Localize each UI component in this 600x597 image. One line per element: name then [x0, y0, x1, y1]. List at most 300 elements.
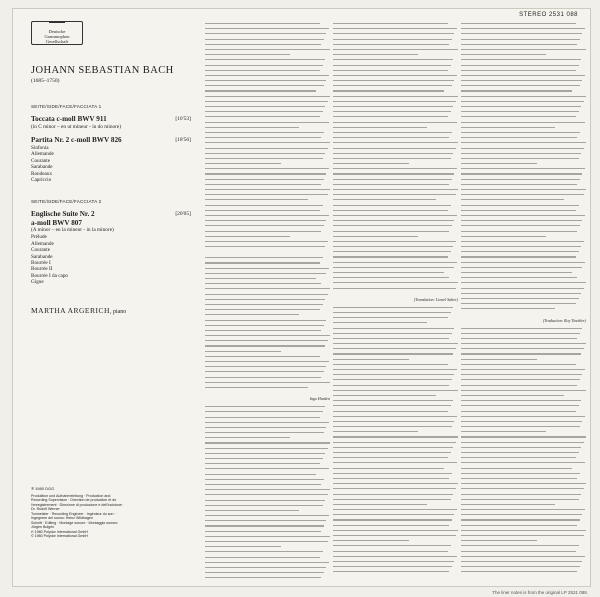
text-line — [333, 525, 449, 526]
text-line — [333, 90, 444, 91]
text-line — [333, 457, 448, 458]
text-line — [333, 288, 456, 289]
text-line — [205, 531, 321, 532]
work-title-2: a-moll BWV 807 — [31, 218, 82, 227]
text-line — [333, 70, 448, 71]
text-line — [205, 345, 325, 346]
translator-signature: Ingo Harden — [309, 396, 330, 402]
text-line — [205, 225, 324, 226]
translator-signature: (Translation: Lionel Salter) — [413, 296, 458, 302]
movement: Bourrée II — [31, 266, 53, 273]
text-line — [461, 385, 577, 386]
text-line — [461, 494, 581, 495]
text-line — [461, 246, 581, 247]
text-line — [461, 400, 581, 401]
text-line — [333, 246, 453, 247]
text-line — [205, 479, 324, 480]
footer-note: The liner notes is from the original LP 2531 088. — [492, 590, 588, 595]
text-line — [205, 546, 281, 547]
text-line — [205, 458, 323, 459]
liner-notes-english — [333, 23, 458, 577]
liner-notes-french-italian — [461, 23, 586, 577]
liner-notes-german — [205, 23, 330, 583]
text-line — [205, 562, 329, 563]
text-line — [333, 127, 427, 128]
text-line — [461, 137, 577, 138]
text-line — [205, 184, 321, 185]
text-line — [461, 303, 576, 304]
text-line — [333, 44, 449, 45]
text-line — [333, 277, 449, 278]
text-line — [461, 106, 581, 107]
text-line — [205, 382, 330, 383]
text-line — [461, 116, 576, 117]
text-line — [205, 288, 330, 289]
text-line — [461, 473, 580, 474]
text-line — [205, 468, 329, 469]
text-line — [461, 478, 577, 479]
text-line — [461, 328, 582, 329]
side-2-label: SEITE/SIDE/FACE/FACCIATA 2 — [31, 199, 102, 205]
text-line — [461, 39, 580, 40]
text-line — [461, 184, 577, 185]
text-line — [461, 225, 580, 226]
movement: Gigue — [31, 279, 44, 286]
text-line — [333, 317, 448, 318]
text-line — [333, 106, 453, 107]
movement: Sarabande — [31, 253, 53, 260]
text-line — [205, 127, 299, 128]
text-line — [461, 96, 586, 97]
text-line — [205, 432, 324, 433]
text-line — [461, 298, 579, 299]
copyright-mark: ℗ 1980 DGG — [31, 486, 55, 491]
text-line — [333, 488, 456, 489]
text-line — [205, 520, 326, 521]
text-line — [461, 514, 582, 515]
text-line — [333, 137, 449, 138]
text-line — [333, 385, 449, 386]
text-line — [333, 148, 456, 149]
text-line — [205, 65, 323, 66]
text-line — [461, 462, 585, 463]
text-line — [205, 75, 329, 76]
text-line — [461, 431, 546, 432]
work-duration: [10'53] — [175, 116, 191, 122]
text-line — [461, 504, 555, 505]
text-line — [461, 411, 576, 412]
performer-instrument: , piano — [109, 308, 127, 315]
text-line — [205, 299, 325, 300]
text-line — [461, 101, 584, 102]
text-line — [205, 494, 328, 495]
text-line — [333, 390, 458, 391]
text-line — [205, 54, 290, 55]
text-line — [461, 308, 555, 309]
text-line — [205, 442, 330, 443]
text-line — [333, 426, 452, 427]
text-line — [333, 85, 452, 86]
text-line — [333, 312, 451, 313]
text-line — [333, 65, 451, 66]
text-line — [205, 59, 325, 60]
text-line — [333, 431, 418, 432]
text-line — [461, 426, 580, 427]
text-line — [333, 236, 418, 237]
text-line — [333, 158, 451, 159]
text-line — [205, 33, 326, 34]
crown-emblem-icon — [49, 22, 65, 28]
text-line — [205, 179, 324, 180]
text-line — [461, 519, 580, 520]
text-line — [205, 90, 316, 91]
text-line — [461, 65, 579, 66]
text-line — [205, 101, 328, 102]
text-line — [205, 377, 321, 378]
text-line — [461, 390, 586, 391]
text-line — [205, 536, 330, 537]
text-line — [205, 205, 323, 206]
text-line — [333, 267, 454, 268]
partita-movements — [31, 145, 191, 183]
text-line — [333, 328, 454, 329]
text-line — [333, 514, 454, 515]
text-line — [333, 101, 456, 102]
text-line — [205, 262, 320, 263]
text-line — [461, 405, 579, 406]
text-line — [205, 500, 325, 501]
text-line — [461, 277, 577, 278]
text-line — [205, 427, 326, 428]
text-line — [333, 220, 454, 221]
text-line — [333, 561, 454, 562]
text-line — [461, 33, 582, 34]
text-line — [333, 189, 458, 190]
text-line — [205, 158, 323, 159]
text-line — [333, 116, 448, 117]
text-line — [461, 148, 584, 149]
text-line — [205, 39, 324, 40]
text-line — [461, 80, 582, 81]
text-line — [333, 122, 457, 123]
text-line — [333, 462, 457, 463]
text-line — [333, 400, 453, 401]
text-line — [461, 163, 537, 164]
text-line — [461, 132, 580, 133]
work-duration: [18'56] — [175, 136, 191, 143]
text-line — [205, 189, 330, 190]
text-line — [461, 194, 584, 195]
text-line — [333, 348, 456, 349]
text-line — [461, 374, 582, 375]
text-line — [461, 379, 580, 380]
work-key: (in C minor – en ut mineur - in do minore) — [31, 123, 122, 130]
text-line — [461, 49, 586, 50]
movement: Sinfonia — [31, 145, 49, 151]
text-line — [205, 210, 320, 211]
text-line — [461, 189, 586, 190]
text-line — [205, 44, 321, 45]
text-line — [205, 330, 321, 331]
text-line — [333, 494, 453, 495]
text-line — [205, 515, 329, 516]
text-line — [461, 509, 585, 510]
text-line — [461, 205, 579, 206]
text-line — [205, 510, 299, 511]
text-line — [461, 525, 577, 526]
text-line — [333, 359, 409, 360]
text-line — [461, 452, 579, 453]
text-line — [205, 417, 320, 418]
logo-line-2: Grammophon — [44, 34, 70, 39]
text-line — [205, 387, 308, 388]
dg-logo — [31, 21, 83, 45]
production-credits — [31, 487, 201, 539]
text-line — [333, 379, 452, 380]
text-line — [333, 556, 457, 557]
text-line — [333, 374, 454, 375]
text-line — [205, 199, 308, 200]
text-line — [333, 184, 449, 185]
text-line — [205, 80, 326, 81]
text-line — [333, 33, 454, 34]
text-line — [461, 338, 577, 339]
text-line — [333, 142, 458, 143]
text-line — [461, 215, 585, 216]
text-line — [461, 282, 586, 283]
text-line — [461, 535, 584, 536]
text-line — [461, 561, 582, 562]
text-line — [333, 215, 457, 216]
text-line — [205, 361, 329, 362]
performer-name: MARTHA ARGERICH — [31, 305, 110, 315]
text-line — [461, 488, 584, 489]
text-line — [205, 351, 281, 352]
text-line — [333, 256, 448, 257]
text-line — [333, 251, 451, 252]
text-line — [205, 173, 326, 174]
text-line — [461, 262, 585, 263]
text-line — [461, 158, 579, 159]
text-line — [461, 395, 564, 396]
text-line — [205, 257, 323, 258]
text-line — [333, 241, 456, 242]
movement: Bourrée I da capo — [31, 272, 69, 279]
text-line — [333, 59, 453, 60]
text-line — [205, 340, 328, 341]
text-line — [461, 442, 584, 443]
composer-dates: (1685–1750) — [31, 78, 60, 84]
text-line — [333, 163, 409, 164]
text-line — [461, 54, 546, 55]
text-line — [333, 369, 457, 370]
text-line — [205, 463, 320, 464]
text-line — [205, 122, 329, 123]
text-line — [333, 509, 457, 510]
text-line — [205, 484, 321, 485]
text-line — [333, 343, 458, 344]
text-line — [205, 411, 323, 412]
text-line — [205, 194, 328, 195]
text-line — [461, 44, 577, 45]
text-line — [205, 168, 329, 169]
text-line — [205, 49, 330, 50]
text-line — [333, 353, 453, 354]
credit-line: Schnitt · Editing · Montage sonore · Montaggio sonoro: — [31, 520, 119, 525]
text-line — [333, 194, 456, 195]
text-line — [205, 28, 329, 29]
work-toccata — [31, 115, 191, 124]
text-line — [205, 309, 320, 310]
side-1-label: SEITE/SIDE/FACE/FACCIATA 1 — [31, 104, 102, 109]
text-line — [461, 142, 586, 143]
text-line — [461, 75, 585, 76]
text-line — [333, 168, 457, 169]
text-line — [333, 307, 453, 308]
text-line — [461, 333, 580, 334]
text-line — [205, 106, 325, 107]
text-line — [461, 90, 572, 91]
text-line — [461, 236, 546, 237]
credit-line: Dr. Rudolf Werner — [31, 507, 60, 511]
text-line — [461, 545, 579, 546]
text-line — [333, 540, 409, 541]
text-line — [333, 262, 457, 263]
text-line — [205, 567, 326, 568]
performer — [31, 306, 191, 315]
text-line — [205, 116, 320, 117]
text-line — [461, 353, 581, 354]
text-line — [461, 436, 586, 437]
text-line — [333, 447, 453, 448]
credit-line: Produktion und Aufnahmeleitung · Production and — [31, 493, 111, 498]
text-line — [205, 406, 325, 407]
text-line — [461, 267, 582, 268]
text-line — [461, 251, 579, 252]
text-line — [205, 163, 281, 164]
text-line — [461, 111, 579, 112]
text-line — [333, 23, 448, 24]
text-line — [461, 85, 580, 86]
text-line — [461, 153, 581, 154]
text-line — [333, 225, 452, 226]
text-line — [333, 132, 452, 133]
text-line — [205, 422, 329, 423]
text-line — [205, 283, 321, 284]
text-line — [333, 210, 448, 211]
credit-line: Tonmeister · Recording Engineer · Ingénieur du son · — [31, 511, 116, 516]
text-line — [333, 179, 452, 180]
text-line — [333, 173, 454, 174]
text-line — [205, 557, 320, 558]
text-line — [461, 499, 579, 500]
text-line — [333, 436, 458, 437]
text-line — [205, 148, 328, 149]
text-line — [333, 421, 454, 422]
text-line — [333, 80, 454, 81]
text-line — [205, 70, 320, 71]
text-line — [333, 571, 449, 572]
text-line — [333, 333, 452, 334]
text-line — [461, 359, 537, 360]
text-line — [333, 231, 449, 232]
text-line — [461, 571, 577, 572]
text-line — [205, 304, 323, 305]
text-line — [461, 343, 586, 344]
text-line — [205, 489, 330, 490]
text-line — [461, 348, 584, 349]
work-title: Englische Suite Nr. 2 — [31, 210, 95, 219]
text-line — [205, 142, 330, 143]
tracklist-column — [31, 49, 191, 315]
text-line — [461, 272, 572, 273]
logo-line-1: Deutsche — [48, 29, 66, 34]
text-line — [461, 288, 584, 289]
work-partita — [31, 136, 191, 145]
movement: Capriccio — [31, 177, 52, 184]
text-line — [333, 54, 418, 55]
text-line — [333, 530, 458, 531]
text-line — [205, 246, 325, 247]
work-key: (A minor – en la mineur - in la minore) — [31, 227, 114, 234]
text-line — [461, 173, 582, 174]
text-line — [333, 442, 456, 443]
text-line — [205, 132, 324, 133]
text-line — [333, 395, 436, 396]
text-line — [461, 293, 581, 294]
text-line — [333, 364, 448, 365]
text-line — [333, 338, 449, 339]
text-line — [333, 545, 451, 546]
text-line — [333, 535, 456, 536]
album-back-cover — [12, 8, 591, 587]
work-english-suite — [31, 210, 191, 227]
text-line — [333, 483, 458, 484]
text-line — [205, 505, 323, 506]
text-line — [205, 111, 323, 112]
text-line — [333, 473, 452, 474]
text-line — [333, 551, 448, 552]
text-line — [333, 499, 451, 500]
text-line — [461, 551, 576, 552]
movement: Bourrée I — [31, 260, 51, 267]
text-line — [461, 122, 585, 123]
text-line — [461, 540, 537, 541]
text-line — [461, 28, 585, 29]
text-line — [461, 168, 585, 169]
text-line — [333, 282, 458, 283]
text-line — [205, 325, 324, 326]
text-line — [461, 530, 586, 531]
text-line — [461, 210, 576, 211]
text-line — [461, 369, 585, 370]
movement: Rondeaux — [31, 170, 53, 177]
text-line — [461, 447, 581, 448]
text-line — [461, 468, 572, 469]
text-line — [461, 220, 582, 221]
text-line — [333, 452, 451, 453]
text-line — [461, 256, 576, 257]
text-line — [333, 272, 444, 273]
text-line — [461, 59, 581, 60]
text-line — [461, 364, 576, 365]
text-line — [205, 525, 324, 526]
logo-line-3: Gesellschaft — [45, 39, 69, 44]
text-line — [205, 453, 325, 454]
movement: Prélude — [31, 234, 47, 241]
text-line — [205, 294, 328, 295]
credit-line: Recording Supervision · Direction de production et de — [31, 498, 117, 502]
